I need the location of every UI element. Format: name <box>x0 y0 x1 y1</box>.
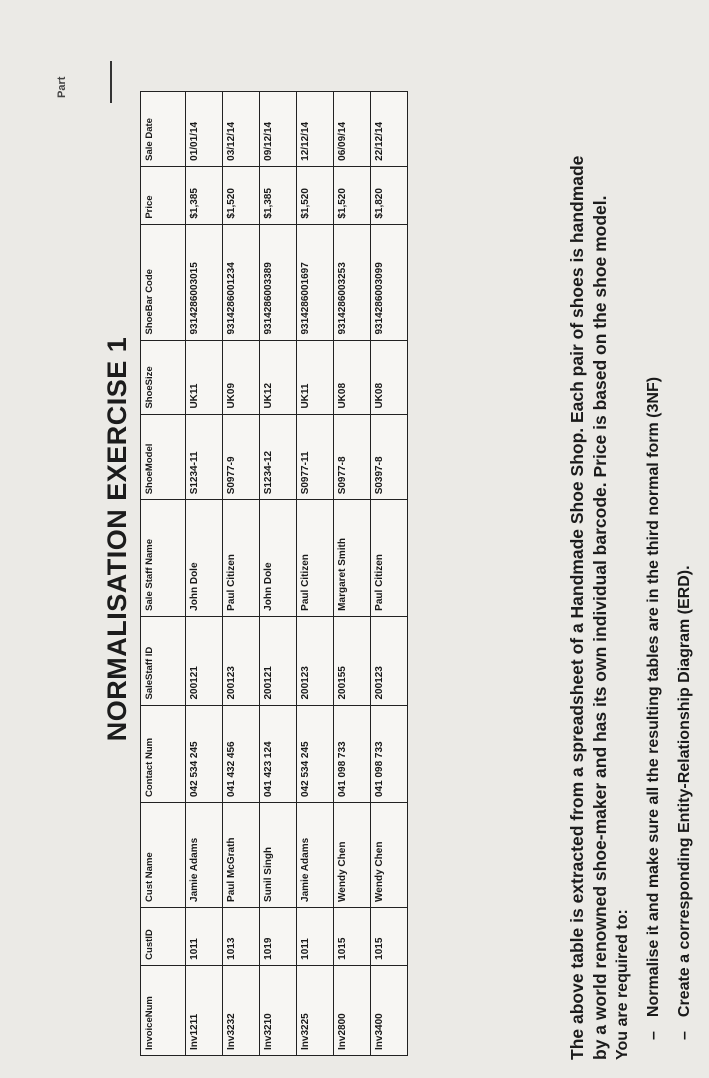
table-cell: UK11 <box>186 340 223 414</box>
table-cell: $1,820 <box>371 166 408 224</box>
table-header-row <box>141 92 186 1056</box>
table-cell: Jamie Adams <box>297 803 334 908</box>
table-cell: 041 098 733 <box>334 705 371 803</box>
header-shoe-size: ShoeSize <box>141 340 186 414</box>
table-cell: 200123 <box>371 616 408 705</box>
table-cell: $1,520 <box>297 166 334 224</box>
table-cell: $1,520 <box>223 166 260 224</box>
table-cell: Paul Citizen <box>297 500 334 617</box>
table-cell: S0977-8 <box>334 414 371 500</box>
table-cell: 1011 <box>186 907 223 965</box>
description <box>566 0 612 1060</box>
description-line-2: by a world renowned shoe-maker and has its own individual barcode. Price is based on the shoe model. <box>590 195 610 1060</box>
table-cell: UK09 <box>223 340 260 414</box>
table-cell: $1,385 <box>186 166 223 224</box>
header-shoe-model: ShoeModel <box>141 414 186 500</box>
header-shoe-barcode: ShoeBar Code <box>141 224 186 340</box>
table-cell: 06/09/14 <box>334 92 371 167</box>
header-sale-date: Sale Date <box>141 92 186 167</box>
table-cell: 041 432 456 <box>223 705 260 803</box>
header-cust-id: CustID <box>141 907 186 965</box>
bullet-dash: – <box>645 1031 662 1040</box>
table-row <box>334 92 371 1056</box>
table-cell: 9314286003015 <box>186 224 223 340</box>
task-text: Create a corresponding Entity-Relationship Diagram (ERD). <box>676 565 693 1018</box>
task-item <box>645 377 663 1040</box>
table-cell: 1015 <box>334 907 371 965</box>
table-cell: S0977-11 <box>297 414 334 500</box>
table-cell: Paul McGrath <box>223 803 260 908</box>
table-cell: Inv2800 <box>334 965 371 1055</box>
stray-text: Part <box>56 76 68 98</box>
table-cell: UK11 <box>297 340 334 414</box>
sales-table <box>140 91 408 1056</box>
table-cell: Paul Citizen <box>223 500 260 617</box>
table-cell: 12/12/14 <box>297 92 334 167</box>
table-cell: Inv3400 <box>371 965 408 1055</box>
table-cell: 200121 <box>186 616 223 705</box>
table-cell: UK08 <box>371 340 408 414</box>
header-invoice-num: InvoiceNum <box>141 965 186 1055</box>
table-cell: 200123 <box>223 616 260 705</box>
table-cell: 03/12/14 <box>223 92 260 167</box>
table-cell: 9314286003253 <box>334 224 371 340</box>
header-contact-num: Contact Num <box>141 705 186 803</box>
table-cell: Sunil Singh <box>260 803 297 908</box>
bullet-dash: – <box>676 1031 693 1040</box>
table-cell: Inv3210 <box>260 965 297 1055</box>
table-cell: S1234-12 <box>260 414 297 500</box>
header-sale-staff-id: SaleStaff ID <box>141 616 186 705</box>
task-item <box>676 565 694 1040</box>
table-cell: $1,520 <box>334 166 371 224</box>
table-cell: 9314286001234 <box>223 224 260 340</box>
table-cell: Jamie Adams <box>186 803 223 908</box>
table-row <box>371 92 408 1056</box>
header-price: Price <box>141 166 186 224</box>
table-cell: 1015 <box>371 907 408 965</box>
table-cell: 042 534 245 <box>297 705 334 803</box>
table-cell: 200155 <box>334 616 371 705</box>
table-row <box>260 92 297 1056</box>
table-cell: S0397-8 <box>371 414 408 500</box>
table-cell: Margaret Smith <box>334 500 371 617</box>
table-cell: 200121 <box>260 616 297 705</box>
table-cell: S0977-9 <box>223 414 260 500</box>
table-cell: John Dole <box>260 500 297 617</box>
header-sale-staff-name: Sale Staff Name <box>141 500 186 617</box>
table-cell: 09/12/14 <box>260 92 297 167</box>
table-cell: 200123 <box>297 616 334 705</box>
table-cell: Wendy Chen <box>334 803 371 908</box>
table-cell: 9314286001697 <box>297 224 334 340</box>
required-heading: You are required to: <box>614 909 631 1060</box>
table-cell: $1,385 <box>260 166 297 224</box>
task-text: Normalise it and make sure all the resulting tables are in the third normal form (3NF) <box>645 376 662 1018</box>
table-cell: 1013 <box>223 907 260 965</box>
table-cell: Inv1211 <box>186 965 223 1055</box>
table-row <box>297 92 334 1056</box>
table-cell: Wendy Chen <box>371 803 408 908</box>
table-row <box>223 92 260 1056</box>
table-cell: Inv3232 <box>223 965 260 1055</box>
table-cell: 1019 <box>260 907 297 965</box>
table-row <box>186 92 223 1056</box>
table-cell: 1011 <box>297 907 334 965</box>
table-cell: 042 534 245 <box>186 705 223 803</box>
table-cell: 041 423 124 <box>260 705 297 803</box>
description-line-1: The above table is extracted from a spreadsheet of a Handmade Shoe Shop. Each pair of shoes is handmade <box>567 155 587 1060</box>
table-cell: 22/12/14 <box>371 92 408 167</box>
table-cell: 9314286003099 <box>371 224 408 340</box>
table-cell: UK12 <box>260 340 297 414</box>
table-cell: UK08 <box>334 340 371 414</box>
header-cust-name: Cust Name <box>141 803 186 908</box>
table-cell: 9314286003389 <box>260 224 297 340</box>
table-cell: 01/01/14 <box>186 92 223 167</box>
table-body <box>186 92 408 1056</box>
table-cell: Inv3225 <box>297 965 334 1055</box>
table-cell: 041 098 733 <box>371 705 408 803</box>
table-cell: Paul Citizen <box>371 500 408 617</box>
table-cell: John Dole <box>186 500 223 617</box>
table-cell: S1234-11 <box>186 414 223 500</box>
document-title: NORMALISATION EXERCISE 1 <box>102 336 132 742</box>
